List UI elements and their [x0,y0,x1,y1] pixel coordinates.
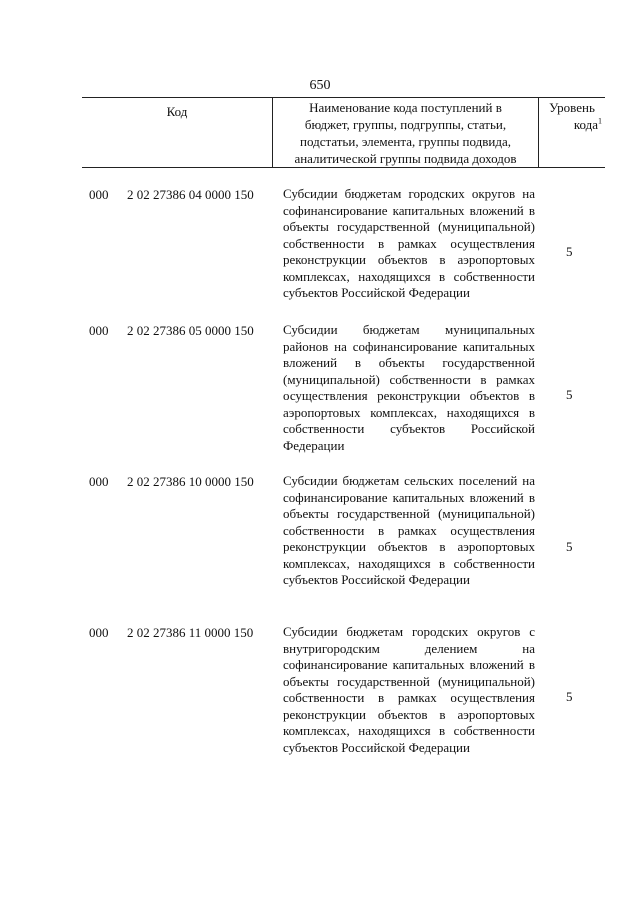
header-name-label [273,99,538,167]
row-level: 5 [566,539,573,554]
row-prefix: 000 [89,187,109,202]
page-number: 650 [309,78,331,93]
header-name-line: аналитической группы подвида доходов [294,151,517,166]
header-level-word: кода [573,117,598,132]
header-name-line: Наименование кода поступлений в [309,100,502,115]
row-name: Субсидии бюджетам муниципальных районов на софинансирование капитальных вложений в объекты государственной (муниципальной) собственности в рамках осуществления реконструкции объектов в аэропортовых комплексах, находящихся в собственности субъектов Российской Федерации [283,322,535,453]
row-level: 5 [566,387,573,402]
row-code: 2 02 27386 05 0000 150 [127,323,254,338]
row-name: Субсидии бюджетам сельских поселений на софинансирование капитальных вложений в объекты государственной (муниципальной) собственности в рамках осуществления реконструкции объектов в аэропортовых комплексах, находящихся в собственности субъектов Российской Федерации [283,473,535,587]
row-prefix: 000 [89,474,109,489]
header-level-line1: Уровень [549,100,595,115]
row-prefix: 000 [89,323,109,338]
row-code: 2 02 27386 04 0000 150 [127,187,254,202]
row-code: 2 02 27386 10 0000 150 [127,474,254,489]
header-name-line: бюджет, группы, подгруппы, статьи, [304,117,507,132]
header-level-label [539,99,605,133]
header-top-rule [82,97,605,98]
header-name-line: подстатьи, элемента, группы подвида, [300,134,511,149]
row-name: Субсидии бюджетам городских округов с внутригородским делением на софинансирование капитальных вложений в объекты государственной (муниципальной) собственности в рамках осуществления реконструкции объектов в аэропортовых комплексах, находящихся в собственности субъектов Российской Федерации [283,624,535,755]
row-level: 5 [566,244,573,259]
header-level-line2 [539,116,605,133]
row-name: Субсидии бюджетам городских округов на софинансирование капитальных вложений в объекты государственной (муниципальной) собственности в рамках осуществления реконструкции объектов в аэропортовых комплексах, находящихся в собственности субъектов Российской Федерации [283,186,535,300]
header-code-label: Код [166,104,188,119]
row-prefix: 000 [89,625,109,640]
row-level: 5 [566,689,573,704]
header-bottom-rule [82,167,605,168]
row-code: 2 02 27386 11 0000 150 [127,625,254,640]
footnote-marker: 1 [598,116,602,126]
